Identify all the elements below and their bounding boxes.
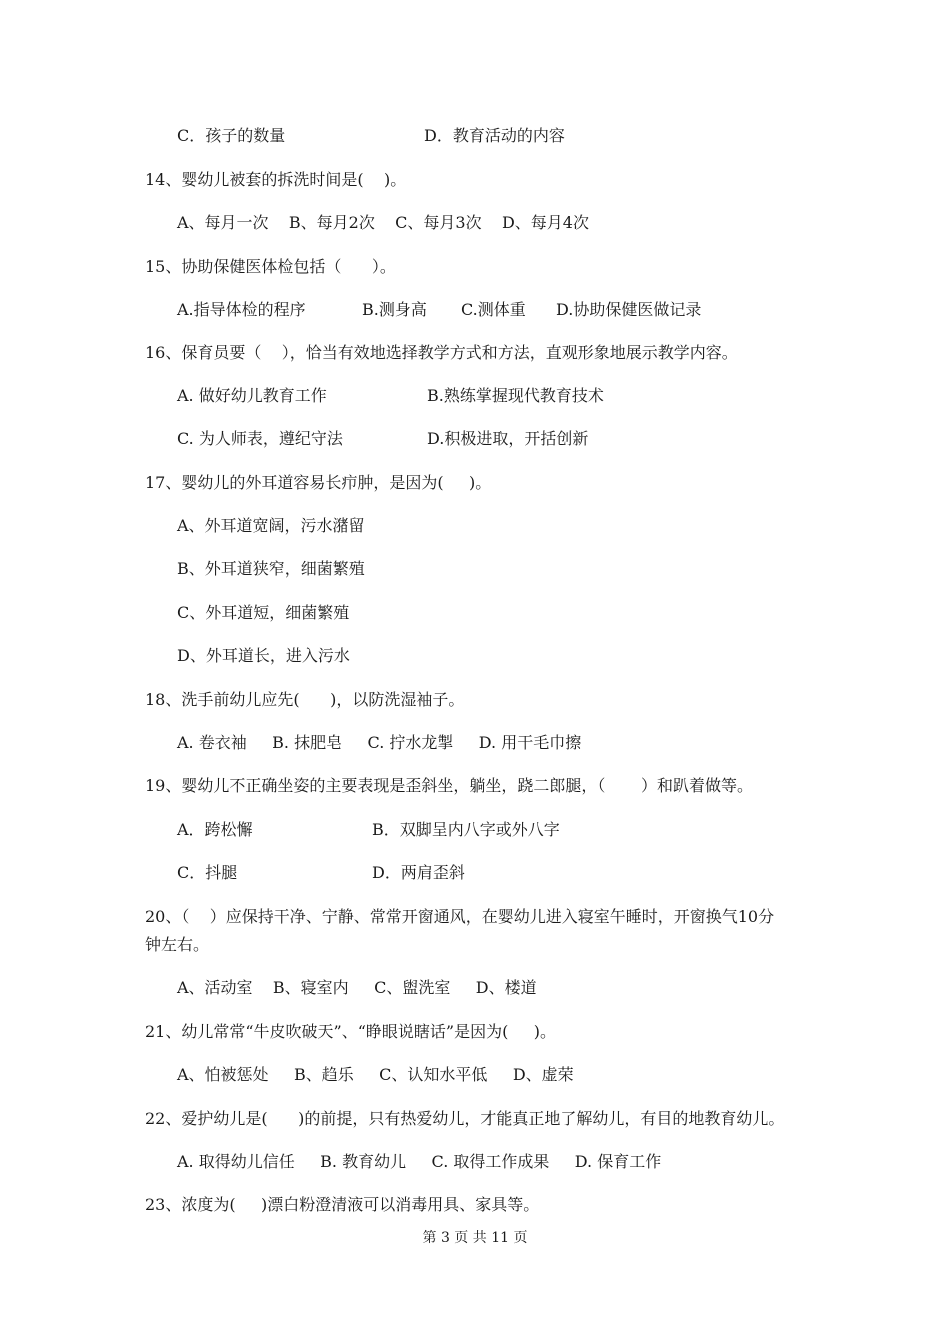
q19-option-b: B．双脚呈内八字或外八字 xyxy=(372,820,560,839)
q16-option-a: A. 做好幼儿教育工作 xyxy=(177,386,327,405)
q14-options: A、每月一次 B、每月2次 C、每月3次 D、每月4次 xyxy=(177,213,589,232)
q13-option-c: C．孩子的数量 xyxy=(177,126,286,145)
q15-option-a: A.指导体检的程序 xyxy=(177,300,306,319)
page-number-footer: 第 3 页 共 11 页 xyxy=(422,1230,528,1246)
q17-option-a: A、外耳道宽阔，污水潴留 xyxy=(177,516,365,535)
q22-options: A. 取得幼儿信任 B. 教育幼儿 C. 取得工作成果 D. 保育工作 xyxy=(177,1152,662,1171)
q19-option-c: C．抖腿 xyxy=(177,863,238,882)
q21-stem: 21、幼儿常常“牛皮吹破天”、“睁眼说瞎话”是因为( )。 xyxy=(145,1022,556,1041)
q17-option-d: D、外耳道长，进入污水 xyxy=(177,646,350,665)
q19-option-a: A．跨松懈 xyxy=(177,820,253,839)
q17-stem: 17、婴幼儿的外耳道容易长疖肿，是因为( )。 xyxy=(145,473,492,492)
q20-options: A、活动室 B、寝室内 C、盥洗室 D、楼道 xyxy=(177,978,537,997)
q15-option-c: C.测体重 xyxy=(461,300,526,319)
q22-stem: 22、爱护幼儿是( )的前提，只有热爱幼儿，才能真正地了解幼儿，有目的地教育幼儿。 xyxy=(145,1109,785,1128)
q17-option-b: B、外耳道狭窄，细菌繁殖 xyxy=(177,559,365,578)
q16-option-c: C. 为人师表，遵纪守法 xyxy=(177,429,343,448)
q15-option-d: D.协助保健医做记录 xyxy=(556,300,702,319)
q20-stem-line1: 20、（ ）应保持干净、宁静、常常开窗通风，在婴幼儿进入寝室午睡时，开窗换气10分 xyxy=(145,907,775,926)
q17-option-c: C、外耳道短，细菌繁殖 xyxy=(177,603,350,622)
q18-options: A. 卷衣袖 B. 抹肥皂 C. 拧水龙掣 D. 用干毛巾擦 xyxy=(177,733,582,752)
q16-stem: 16、保育员要（ ），恰当有效地选择教学方式和方法，直观形象地展示教学内容。 xyxy=(145,343,738,362)
q16-option-b: B.熟练掌握现代教育技术 xyxy=(427,386,604,405)
q19-stem: 19、婴幼儿不正确坐姿的主要表现是歪斜坐，躺坐，跷二郎腿，（ ）和趴着做等。 xyxy=(145,776,753,795)
q20-stem-line2: 钟左右。 xyxy=(145,935,210,954)
q18-stem: 18、洗手前幼儿应先( )，以防洗湿袖子。 xyxy=(145,690,465,709)
q15-stem: 15、协助保健医体检包括（ ）。 xyxy=(145,257,396,276)
q14-stem: 14、婴幼儿被套的拆洗时间是( )。 xyxy=(145,170,407,189)
q13-option-d: D．教育活动的内容 xyxy=(424,126,565,145)
q16-option-d: D.积极进取，开括创新 xyxy=(427,429,589,448)
q23-stem: 23、浓度为( )漂白粉澄清液可以消毒用具、家具等。 xyxy=(145,1195,540,1214)
q19-option-d: D．两肩歪斜 xyxy=(372,863,465,882)
q21-options: A、怕被惩处 B、趋乐 C、认知水平低 D、虚荣 xyxy=(177,1065,574,1084)
q15-option-b: B.测身高 xyxy=(362,300,427,319)
